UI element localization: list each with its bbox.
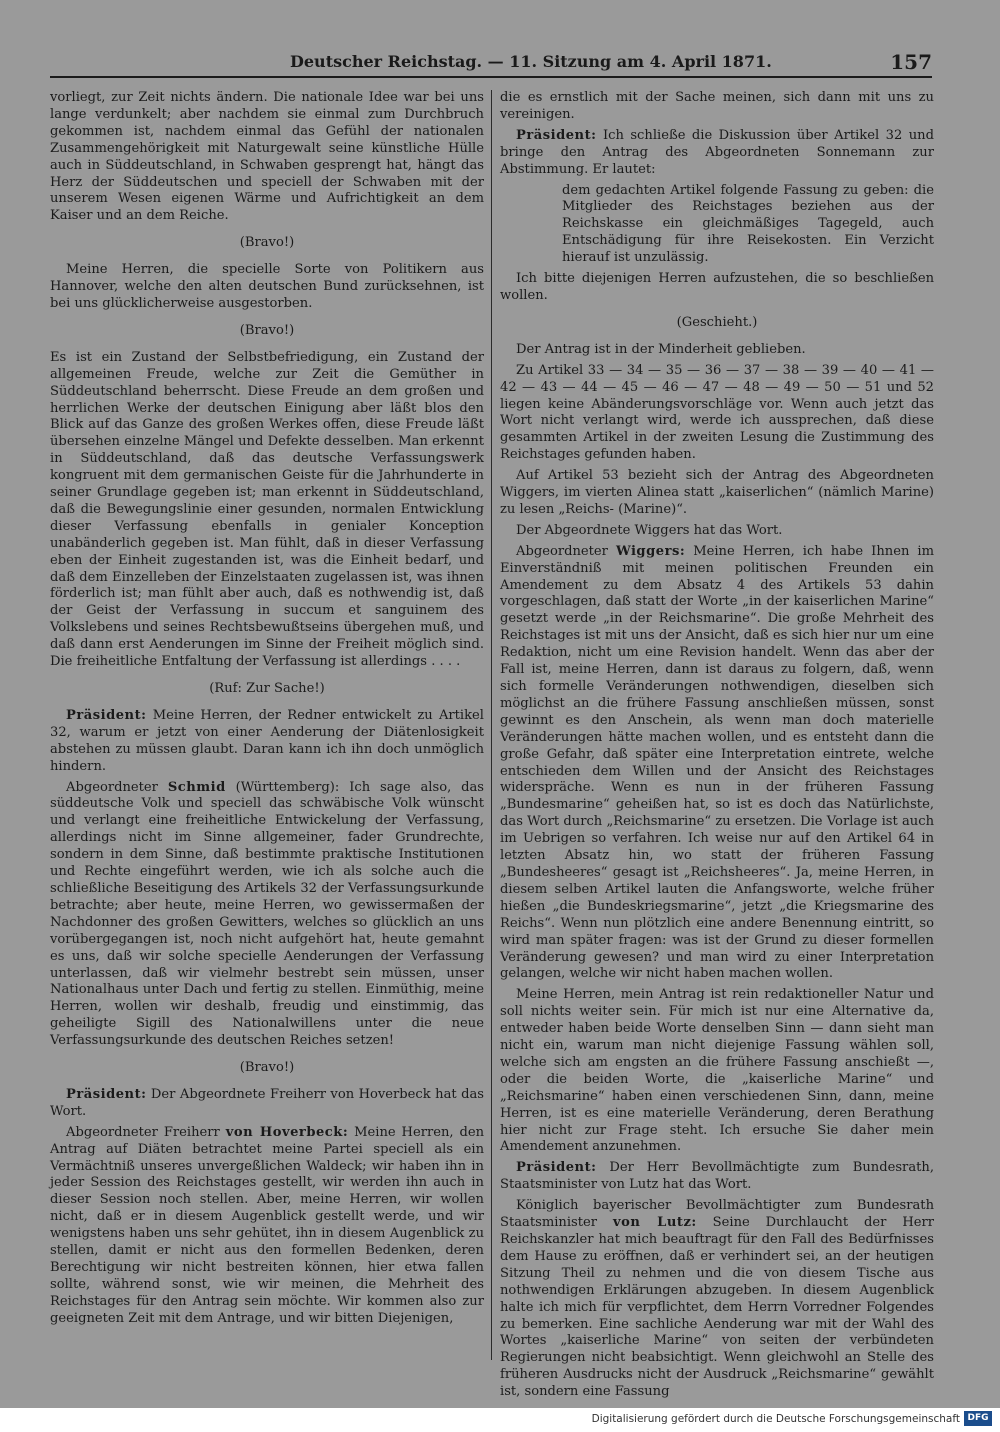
- speaker-name: von Lutz:: [612, 1215, 697, 1231]
- interjection: (Bravo!): [239, 235, 295, 251]
- paragraph: Meine Herren, die specielle Sorte von Politikern aus Hannover, welche den alten deutschen Bund zurücksehnen, ist bei uns glücklicherweise ausgestorben.: [50, 262, 484, 311]
- speech-paragraph: Präsident: Ich schließe die Diskussion über Artikel 32 und bringe den Antrag des Abgeordneten Sonnemann zur Abstimmung. Er lautet:: [500, 127, 934, 177]
- text-columns: [50, 90, 935, 1400]
- left-column: [50, 90, 484, 1360]
- column-divider: [491, 90, 492, 1360]
- speaker-name: Präsident:: [516, 1160, 597, 1176]
- footer-bar: [0, 1408, 1000, 1432]
- interjection: (Bravo!): [239, 322, 295, 338]
- paragraph: die es ernstlich mit der Sache meinen, sich dann mit uns zu vereinigen.: [500, 90, 934, 122]
- paragraph: Zu Artikel 33 — 34 — 35 — 36 — 37 — 38 — 39 — 40 — 41 — 42 — 43 — 44 — 45 — 46 — 47 — 48 — 49 — 50 — 51 und 52 liegen keine Abänderungsvorschläge vor. Wenn auch jetzt das Wort nicht verlangt wird, werde ich aussprechen, daß diese gesammten Artikel in der zweiten Lesung die Zustimmung des Reichstages gefunden haben.: [500, 362, 934, 463]
- paragraph: Es ist ein Zustand der Selbstbefriedigung, ein Zustand der allgemeinen Freude, welche zur Zeit die Gemüther in Süddeutschland beherrscht. Diese Freude an dem großen und herrlichen Werke der deutschen Einigung aber läßt blos den Blick auf das Ganze des großen Werkes offen, diese Freude läßt übersehen einzelne Mängel und Defekte desselben. Man erkennt in Süddeutschland, daß das deutsche Verfassungswerk kongruent mit dem germanischen Geiste für die Jahrhunderte in seiner Grundlage gegeben ist; man erkennt in Süddeutschland, daß die Bewegungslinie einer gesunden, normalen Entwicklung dieser Verfassung ebenfalls in genialer Konception unabänderlich gegeben ist. Man fühlt, daß in dieser Verfassung eben der Einheit zugestanden ist, was die Einheit bedarf, und daß dem Einzelleben der Einzelstaaten zugelassen ist, was ihnen förderlich ist; man fühlt aber auch, daß es nothwendig ist, daß der Geist der Verfassung in succum et sanguinem des Volkslebens und seines Rechtsbewußtseins übergehen muß, und daß dann erst Aenderungen im Sinne der Freiheit möglich sind. Die freiheitliche Entfaltung der Verfassung ist allerdings . . . .: [50, 349, 484, 670]
- speaker-name: Schmid: [167, 779, 226, 795]
- speech-paragraph: Präsident: Meine Herren, der Redner entwickelt zu Artikel 32, warum er jetzt von einer Aenderung der Diätenlosigkeit abstehen zu müssen glaubt. Daran kann ich ihn doch unmöglich hindern.: [50, 707, 484, 774]
- interjection: (Geschieht.): [676, 314, 758, 330]
- paragraph: vorliegt, zur Zeit nichts ändern. Die nationale Idee war bei uns lange verdunkelt; aber nachdem sie einmal zum Durchbruch gekommen ist, nachdem einmal das Gefühl der nationalen Zusammengehörigkeit mit Naturgewalt seine künstliche Hülle auch in Süddeutschland, in Schwaben gesprengt hat, hängt das Herz der Süddeutschen und speciell der Schwaben mit der unserem Wesen eigenen Wärme und Aufrichtigkeit an dem Kaiser und an dem Reiche.: [50, 90, 484, 224]
- running-title: Deutscher Reichstag. — 11. Sitzung am 4. April 1871.: [290, 52, 772, 71]
- speaker-name: Präsident:: [66, 1086, 147, 1102]
- interjection: (Ruf: Zur Sache!): [209, 681, 325, 696]
- speaker-name: Präsident:: [516, 127, 597, 143]
- speech-paragraph: Königlich bayerischer Bevollmächtigter zum Bundesrath Staatsminister von Lutz: Seine Durchlaucht der Herr Reichskanzler hat mich beauftragt für den Fall des Bedürfnisses dem Hause zu eröffnen, daß er verhindert sei, an der heutigen Sitzung Theil zu nehmen und die von diesem Tische aus nothwendigen Erklärungen abzugeben. In diesem Augenblick halte ich mich für verpflichtet, dem Herrn Vorredner Folgendes zu bemerken. Eine sachliche Aenderung war mit der Wahl des Wortes „kaiserliche Marine“ von seiten der verbündeten Regierungen nicht beabsichtigt. Wenn gleichwohl an Stelle des früheren Ausdrucks nicht der Ausdruck „Reichsmarine“ gewählt ist, sondern eine Fassung: [500, 1198, 935, 1400]
- speaker-name: Präsident:: [66, 707, 147, 723]
- funding-credit: Digitalisierung gefördert durch die Deutsche Forschungsgemeinschaft: [591, 1413, 960, 1425]
- dfg-logo: DFG: [964, 1411, 992, 1426]
- paragraph: Auf Artikel 53 bezieht sich der Antrag des Abgeordneten Wiggers, im vierten Alinea statt „kaiserlichen“ (nämlich Marine) zu lesen „Reichs- (Marine)“.: [500, 468, 934, 517]
- interjection: (Bravo!): [239, 1060, 295, 1076]
- speaker-name: von Hoverbeck:: [225, 1124, 349, 1140]
- paragraph: Ich bitte diejenigen Herren aufzustehen, die so beschließen wollen.: [500, 271, 934, 303]
- motion-text: dem gedachten Artikel folgende Fassung zu geben: die Mitglieder des Reichstages beziehen aus der Reichskasse ein gleichmäßiges Tagegeld, auch Entschädigung für ihre Reisekosten. Ein Verzicht hierauf ist unzulässig.: [562, 182, 934, 266]
- speech-paragraph: Abgeordneter Freiherr von Hoverbeck: Meine Herren, den Antrag auf Diäten betrachtet meine Partei speciell als ein Vermächtniß unseres unvergeßlichen Waldeck; wir haben ihn in jeder Session des Reichstages gestellt, wir werden ihn auch in dieser Session noch stellen. Aber, meine Herren, wir wollen nicht, daß er in diesem Augenblick gestellt werde, und wir wenigstens haben uns sehr gehütet, ihn in diesem Augenblick zu stellen, damit er nicht aus den formellen Bedenken, deren Berechtigung wir nicht bestreiten können, hier etwa fallen sollte, während sonst, wie wir meinen, die Mehrheit des Reichstages für den Antrag sein möchte. Wir kommen also zur geeigneten Zeit mit dem Antrage, und wir bitten Diejenigen,: [50, 1124, 485, 1326]
- paragraph: Der Antrag ist in der Minderheit geblieben.: [516, 341, 806, 357]
- speech-paragraph: Abgeordneter Schmid (Württemberg): Ich sage also, das süddeutsche Volk und speciell das schwäbische Volk wünscht und verlangt eine freiheitliche Entwickelung der Verfassung, allerdings nicht im Sinne allgemeiner, fader Grundrechte, sondern in dem Sinne, daß bestimmte praktische Institutionen und Rechte eingeführt werden, wie ich als solche auch die schließliche Beseitigung des Artikels 32 der Verfassungsurkunde betrachte; aber heute, meine Herren, wo gewissermaßen der Nachdonner des großen Gewitters, welches so glücklich an uns vorübergegangen ist, noch nicht aufgehört hat, heute gemahnt es uns, daß wir solche specielle Aenderungen der Verfassung unterlassen, daß wir vielmehr bestrebt sein müssen, unser Nationalhaus unter Dach und fertig zu stellen. Einmüthig, meine Herren, wollen wir deshalb, freudig und einstimmig, das geheiligte Sigill des Nationalwillens unter die neue Verfassungsurkunde des deutschen Reiches setzen!: [50, 779, 484, 1049]
- speech-paragraph: Präsident: Der Herr Bevollmächtigte zum Bundesrath, Staatsminister von Lutz hat das Wort.: [500, 1160, 934, 1193]
- speech-paragraph: Abgeordneter Wiggers: Meine Herren, ich habe Ihnen im Einverständniß mit meinen politischen Freunden ein Amendement zu dem Absatz 4 des Artikels 53 dahin vorgeschlagen, daß statt der Worte „in der kaiserlichen Marine“ gesetzt werde „in der Reichsmarine“. Die große Mehrheit des Reichstages ist mit uns der Ansicht, daß es sich hier nur um eine Redaktion, nicht um eine Revision handelt. Wenn das aber der Fall ist, meine Herren, dann ist daraus zu folgern, daß, wenn sich formelle Veränderungen nothwendigen, dieselben sich möglichst an die frühere Fassung anschließen müssen, sonst gewinnt es den Anschein, als wenn man doch materielle Veränderungen hätte machen wollen, und es entsteht dann die große Gefahr, daß später eine Interpretation eintrete, welche entschieden dem Willen und der Ansicht des Reichstages widerspräche. Wenn es nun in der früheren Fassung „Bundesmarine“ geheißen hat, so ist es doch das Natürlichste, das Wort durch „Reichsmarine“ zu ersetzen. Die Vorlage ist auch im Uebrigen so verfahren. Ich weise nur auf den Artikel 64 in letzten Absatz hin, wo statt der früheren Fassung „Bundesheeres“ gesagt ist „Reichsheeres“. Ja, meine Herren, in diesem selben Artikel lauten die Anfangsworte, welche früher hießen „die Bundeskriegsmarine“, jetzt „die Kriegsmarine des Reichs“. Wenn nun plötzlich eine andere Benennung eintritt, so wird man später fragen: was ist der Grund zu dieser formellen Veränderung gewesen? und man wird zu einer Interpretation gelangen, welche wir nicht haben machen wollen.: [500, 543, 935, 982]
- speech-paragraph: Präsident: Der Abgeordnete Freiherr von Hoverbeck hat das Wort.: [50, 1086, 484, 1119]
- page-header: [50, 50, 932, 78]
- page-number: 157: [890, 50, 932, 74]
- right-column: [500, 90, 935, 1400]
- paragraph: Der Abgeordnete Wiggers hat das Wort.: [516, 522, 783, 538]
- paragraph: Meine Herren, mein Antrag ist rein redaktioneller Natur und soll nichts weiter sein. Für mich ist nur eine Alternative da, entweder haben beide Worte denselben Sinn — dann sieht man nicht ein, warum man nicht diejenige Fassung wählen soll, welche sich am engsten an die frühere Fassung anschießt —, oder die beiden Worte, die „kaiserliche Marine“ und „Reichsmarine“ haben einen verschiedenen Sinn, dann, meine Herren, ist es eine materielle Veränderung, deren Berathung hier nicht zur Frage steht. Ich ersuche Sie daher mein Amendement anzunehmen.: [500, 987, 934, 1155]
- speaker-name: Wiggers:: [615, 543, 686, 559]
